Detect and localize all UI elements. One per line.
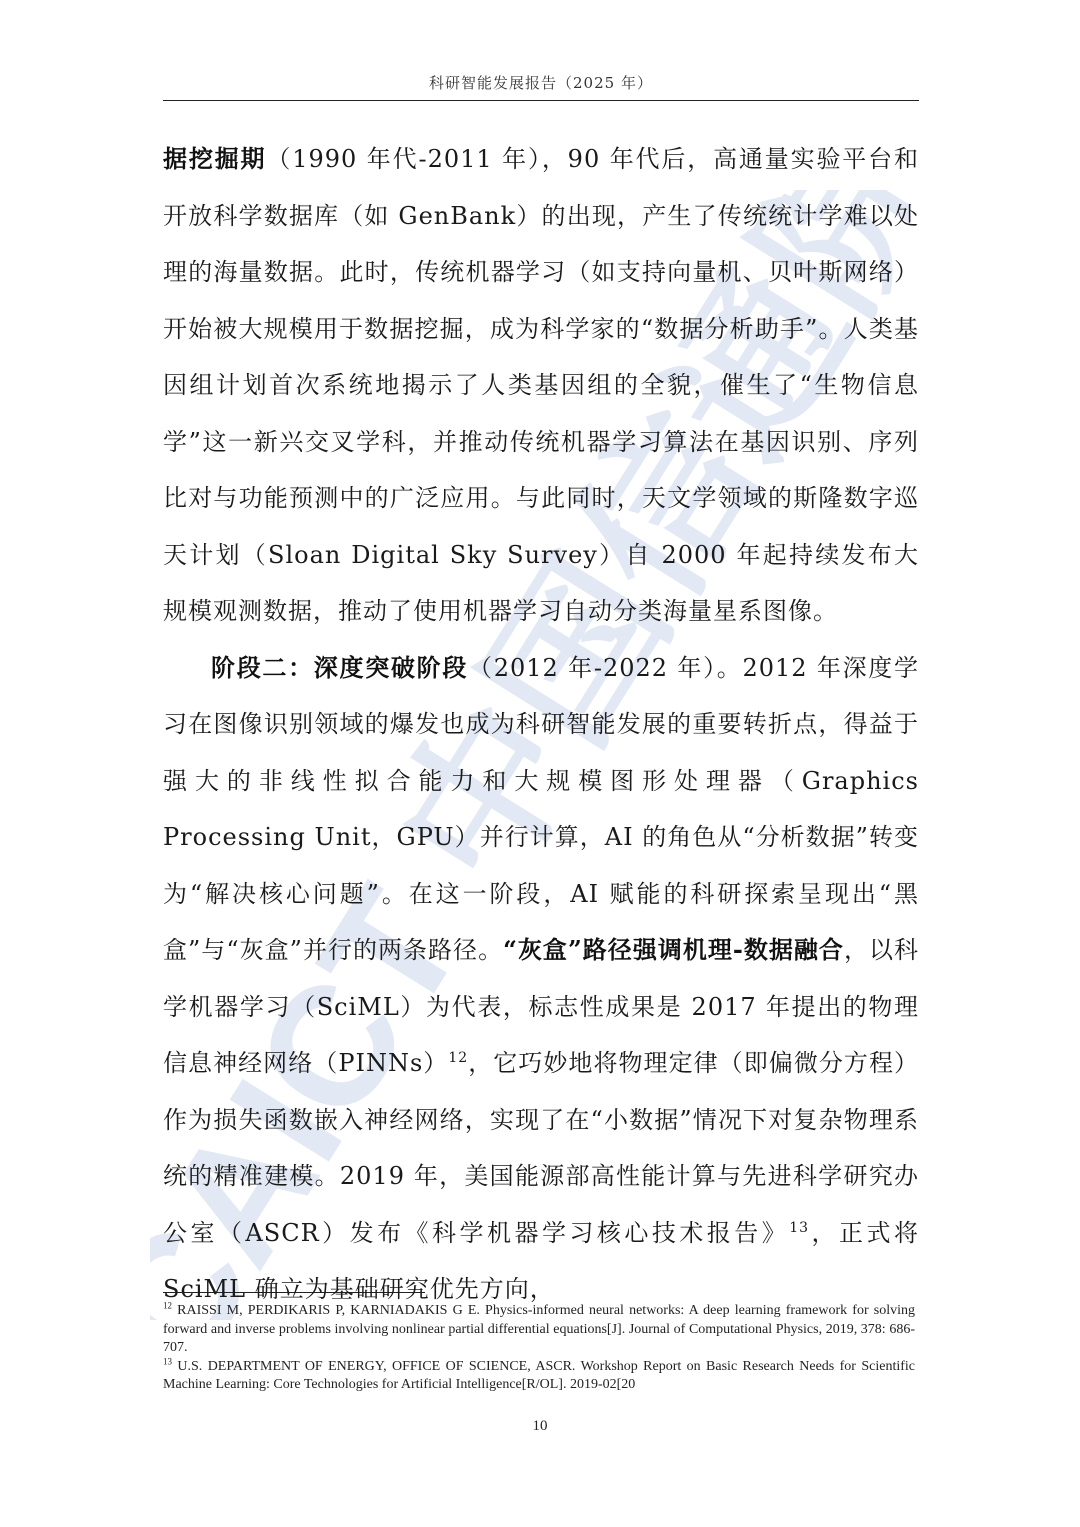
paragraph-2-text-b: ，以科学机器学习（SciML）为代表，标志性成果是 2017 年提出的物理信息神经网络（PINNs） xyxy=(163,936,919,1077)
paragraph-2 xyxy=(163,640,919,1318)
bold-phrase: “灰盒”路径强调机理-数据融合 xyxy=(503,935,844,964)
paragraph-2-text-a: （2012 年-2022 年）。2012 年深度学习在图像识别领域的爆发也成为科研智能发展的重要转折点，得益于强大的非线性拟合能力和大规模图形处理器（Graphics Processing Unit，GPU）并行计算，AI 的角色从“分析数据”转变为“解决核心问题”。在这一阶段，AI 赋能的科研探索呈现出“黑盒”与“灰盒”并行的两条路径。 xyxy=(163,653,919,964)
header-rule xyxy=(163,100,919,101)
footnote-12 xyxy=(163,1302,915,1358)
page-number: 10 xyxy=(532,1418,548,1434)
body-text xyxy=(163,131,919,1318)
footnote-number: 12 xyxy=(163,1300,172,1311)
footnote-text: RAISSI M, PERDIKARIS P, KARNIADAKIS G E. Physics-informed neural networks: A deep learning framework for solving forward and inverse problems involving nonlinear partial differential equations[J]. Journal of Computational Physics, 2019, 378: 686-707. xyxy=(163,1303,916,1356)
watermark-text: CAICT 中国信通院 xyxy=(150,190,910,1320)
footnote-ref-13[interactable]: 13 xyxy=(789,1219,810,1236)
paragraph-1 xyxy=(163,131,919,640)
bold-lead-2: 阶段二：深度突破阶段 xyxy=(211,652,469,682)
paragraph-2-text-d: ，正式将 SciML 确立为基础研究优先方向， xyxy=(163,1218,919,1303)
footnote-text: U.S. DEPARTMENT OF ENERGY, OFFICE OF SCIENCE, ASCR. Workshop Report on Basic Research Needs for Scientific Machine Learning: Core Technologies for Artificial Intelligence[R/OL]. 2019-02[20 xyxy=(163,1358,916,1393)
footnotes xyxy=(163,1302,915,1395)
paragraph-2-text-c: ，它巧妙地将物理定律（即偏微分方程）作为损失函数嵌入神经网络，实现了在“小数据”情况下对复杂物理系统的精准建模。2019 年，美国能源部高性能计算与先进科学研究办公室（ASCR）发布《科学机器学习核心技术报告》 xyxy=(163,1049,919,1247)
footnote-ref-12[interactable]: 12 xyxy=(448,1050,469,1066)
page-header: 科研智能发展报告（2025 年） xyxy=(429,74,653,92)
footnote-number: 13 xyxy=(163,1356,172,1367)
bold-lead-1: 据挖掘期 xyxy=(163,144,267,173)
paragraph-1-text: （1990 年代-2011 年），90 年代后，高通量实验平台和开放科学数据库（如 GenBank）的出现，产生了传统统计学难以处理的海量数据。此时，传统机器学习（如支持向量机、贝叶斯网络）开始被大规模用于数据挖掘，成为科学家的“数据分析助手”。人类基因组计划首次系统地揭示了人类基因组的全貌，催生了“生物信息学”这一新兴交叉学科，并推动传统机器学习算法在基因识别、序列比对与功能预测中的广泛应用。与此同时，天文学领域的斯隆数字巡天计划（Sloan Digital Sky Survey）自 2000 年起持续发布大规模观测数据，推动了使用机器学习自动分类海量星系图像。 xyxy=(163,145,919,625)
footnote-13 xyxy=(163,1358,915,1395)
